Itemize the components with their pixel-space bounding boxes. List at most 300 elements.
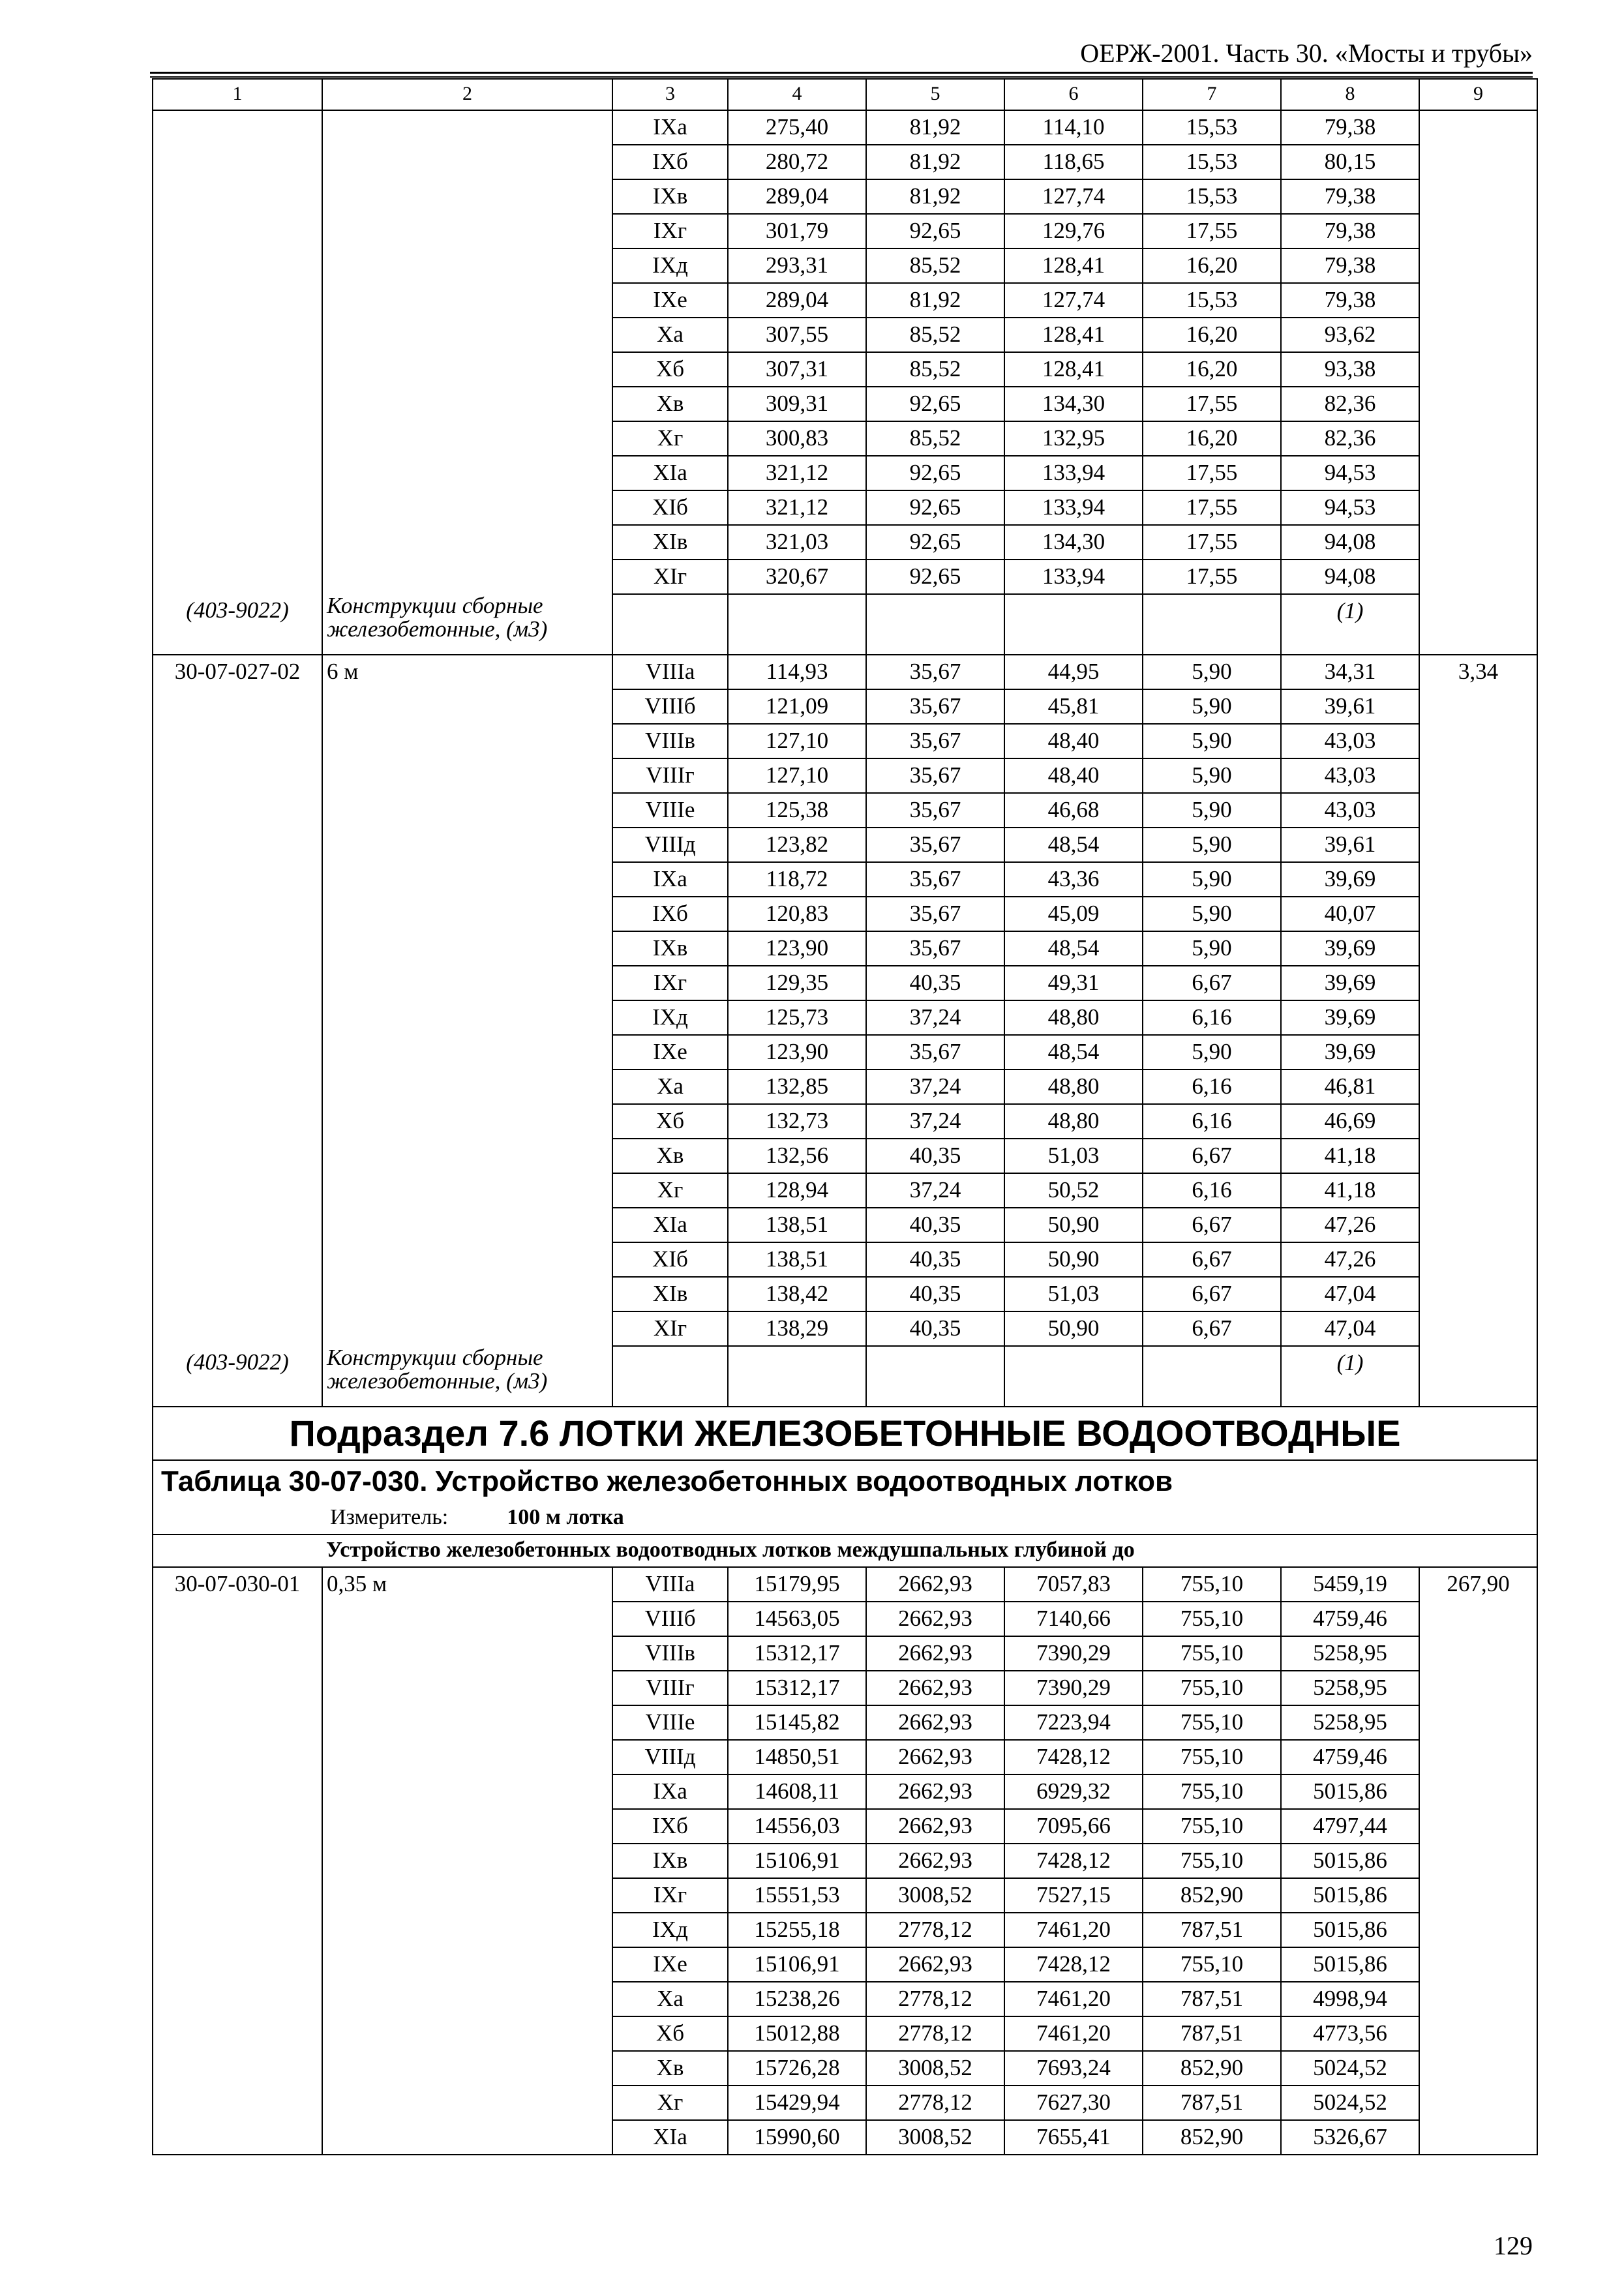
value-cell: 15238,26 bbox=[728, 1982, 866, 2016]
empty-cell bbox=[322, 560, 612, 594]
value-cell: 47,04 bbox=[1281, 1311, 1419, 1346]
value-cell: 5,90 bbox=[1143, 724, 1281, 758]
empty-cell bbox=[322, 966, 612, 1000]
zone-code: IXг bbox=[612, 214, 728, 248]
table-row bbox=[153, 1913, 1537, 1947]
empty-cell bbox=[322, 2086, 612, 2120]
value-cell: 85,52 bbox=[866, 318, 1004, 352]
empty-cell bbox=[322, 248, 612, 283]
value-cell: 133,94 bbox=[1004, 490, 1143, 525]
zone-code: VIIIе bbox=[612, 1705, 728, 1740]
value-cell: 40,35 bbox=[866, 1242, 1004, 1277]
empty-cell bbox=[1419, 525, 1537, 560]
value-cell: 17,55 bbox=[1143, 525, 1281, 560]
value-cell: 2662,93 bbox=[866, 1947, 1004, 1982]
empty-cell bbox=[322, 1947, 612, 1982]
zone-code: IXв bbox=[612, 931, 728, 966]
value-cell: 6,16 bbox=[1143, 1173, 1281, 1208]
value-cell: 17,55 bbox=[1143, 490, 1281, 525]
empty-cell bbox=[1419, 1982, 1537, 2016]
empty-cell bbox=[153, 179, 322, 214]
empty-cell bbox=[153, 1242, 322, 1277]
value-cell: 40,35 bbox=[866, 1277, 1004, 1311]
value-cell: 123,90 bbox=[728, 1035, 866, 1070]
value-cell: 14608,11 bbox=[728, 1774, 866, 1809]
value-cell: 852,90 bbox=[1143, 2120, 1281, 2155]
empty-cell bbox=[1419, 1705, 1537, 1740]
empty-cell bbox=[1419, 828, 1537, 862]
empty-cell bbox=[322, 724, 612, 758]
empty-cell bbox=[1419, 1809, 1537, 1844]
value-cell: 134,30 bbox=[1004, 525, 1143, 560]
table-row bbox=[153, 456, 1537, 490]
value-cell: 6,67 bbox=[1143, 1242, 1281, 1277]
zone-code: XIг bbox=[612, 1311, 728, 1346]
empty-cell bbox=[153, 828, 322, 862]
table-row bbox=[153, 1311, 1537, 1346]
table-row bbox=[153, 1878, 1537, 1913]
table-row bbox=[153, 283, 1537, 318]
table-row bbox=[153, 1809, 1537, 1844]
empty-cell bbox=[153, 1277, 322, 1311]
value-cell: 94,08 bbox=[1281, 560, 1419, 594]
zone-code: XIб bbox=[612, 1242, 728, 1277]
value-cell: 92,65 bbox=[866, 560, 1004, 594]
value-cell: 15255,18 bbox=[728, 1913, 866, 1947]
value-cell: 7655,41 bbox=[1004, 2120, 1143, 2155]
empty-cell bbox=[153, 248, 322, 283]
zone-code: VIIIа bbox=[612, 1567, 728, 1602]
zone-code: IXг bbox=[612, 966, 728, 1000]
empty-cell bbox=[322, 897, 612, 931]
table-row bbox=[153, 1000, 1537, 1035]
value-cell: 37,24 bbox=[866, 1000, 1004, 1035]
value-cell: 7428,12 bbox=[1004, 1740, 1143, 1774]
empty-cell bbox=[1004, 1346, 1143, 1407]
value-cell: 45,09 bbox=[1004, 897, 1143, 931]
empty-cell bbox=[1419, 110, 1537, 145]
empty-cell bbox=[322, 2120, 612, 2155]
value-cell: 48,80 bbox=[1004, 1000, 1143, 1035]
value-cell: 35,67 bbox=[866, 793, 1004, 828]
zone-code: VIIIб bbox=[612, 689, 728, 724]
empty-cell bbox=[1419, 1636, 1537, 1671]
value-cell: 128,94 bbox=[728, 1173, 866, 1208]
value-cell: 138,42 bbox=[728, 1277, 866, 1311]
empty-cell bbox=[322, 1809, 612, 1844]
value-cell: 15,53 bbox=[1143, 179, 1281, 214]
value-cell: 81,92 bbox=[866, 145, 1004, 179]
empty-cell bbox=[322, 862, 612, 897]
zone-code: IXв bbox=[612, 179, 728, 214]
zone-code: VIIIд bbox=[612, 1740, 728, 1774]
table-row bbox=[153, 1277, 1537, 1311]
empty-cell bbox=[1419, 689, 1537, 724]
value-cell: 6,16 bbox=[1143, 1070, 1281, 1104]
value-cell: 307,55 bbox=[728, 318, 866, 352]
material-description: Конструкции сборные железобетонные, (м3) bbox=[322, 594, 612, 655]
table-row bbox=[153, 110, 1537, 145]
empty-cell bbox=[1143, 1346, 1281, 1407]
value-cell: 17,55 bbox=[1143, 387, 1281, 421]
empty-cell bbox=[1419, 862, 1537, 897]
empty-cell bbox=[1419, 2051, 1537, 2086]
value-cell: 2662,93 bbox=[866, 1774, 1004, 1809]
value-cell: 129,35 bbox=[728, 966, 866, 1000]
empty-cell bbox=[153, 318, 322, 352]
table-row bbox=[153, 1070, 1537, 1104]
value-cell: 755,10 bbox=[1143, 1636, 1281, 1671]
value-cell: 37,24 bbox=[866, 1070, 1004, 1104]
empty-cell bbox=[153, 2120, 322, 2155]
value-cell: 79,38 bbox=[1281, 179, 1419, 214]
value-cell: 307,31 bbox=[728, 352, 866, 387]
table-row bbox=[153, 179, 1537, 214]
value-cell: 49,31 bbox=[1004, 966, 1143, 1000]
empty-cell bbox=[153, 1104, 322, 1139]
zone-code: IXе bbox=[612, 1947, 728, 1982]
zone-code: IXе bbox=[612, 1035, 728, 1070]
col9-value: 267,90 bbox=[1419, 1567, 1537, 1602]
value-cell: 16,20 bbox=[1143, 248, 1281, 283]
empty-cell bbox=[322, 283, 612, 318]
empty-cell bbox=[1419, 2120, 1537, 2155]
empty-cell bbox=[1419, 560, 1537, 594]
rate-code: 30-07-030-01 bbox=[153, 1567, 322, 1602]
empty-cell bbox=[322, 1878, 612, 1913]
table-row bbox=[153, 352, 1537, 387]
zone-code: VIIIб bbox=[612, 1602, 728, 1636]
value-cell: 40,35 bbox=[866, 966, 1004, 1000]
value-cell: 129,76 bbox=[1004, 214, 1143, 248]
value-cell: 81,92 bbox=[866, 110, 1004, 145]
value-cell: 128,41 bbox=[1004, 352, 1143, 387]
empty-cell bbox=[153, 110, 322, 145]
value-cell: 17,55 bbox=[1143, 456, 1281, 490]
empty-cell bbox=[1419, 1878, 1537, 1913]
value-cell: 5024,52 bbox=[1281, 2051, 1419, 2086]
empty-cell bbox=[1419, 793, 1537, 828]
material-code: (403-9022) bbox=[153, 1346, 322, 1407]
value-cell: 5015,86 bbox=[1281, 1844, 1419, 1878]
value-cell: 5,90 bbox=[1143, 931, 1281, 966]
value-cell: 2778,12 bbox=[866, 1913, 1004, 1947]
value-cell: 40,35 bbox=[866, 1139, 1004, 1173]
value-cell: 138,29 bbox=[728, 1311, 866, 1346]
value-cell: 7461,20 bbox=[1004, 1913, 1143, 1947]
value-cell: 123,82 bbox=[728, 828, 866, 862]
table-row bbox=[153, 1602, 1537, 1636]
value-cell: 46,68 bbox=[1004, 793, 1143, 828]
empty-cell bbox=[1419, 421, 1537, 456]
value-cell: 80,15 bbox=[1281, 145, 1419, 179]
value-cell: 6,67 bbox=[1143, 1139, 1281, 1173]
empty-cell bbox=[322, 2016, 612, 2051]
empty-cell bbox=[1419, 1173, 1537, 1208]
value-cell: 14563,05 bbox=[728, 1602, 866, 1636]
rate-name: 6 м bbox=[322, 655, 612, 689]
empty-cell bbox=[153, 2086, 322, 2120]
empty-cell bbox=[1419, 1208, 1537, 1242]
value-cell: 15179,95 bbox=[728, 1567, 866, 1602]
value-cell: 15312,17 bbox=[728, 1671, 866, 1705]
value-cell: 92,65 bbox=[866, 214, 1004, 248]
value-cell: 7527,15 bbox=[1004, 1878, 1143, 1913]
table-row bbox=[153, 1035, 1537, 1070]
value-cell: 6,16 bbox=[1143, 1104, 1281, 1139]
value-cell: 5,90 bbox=[1143, 897, 1281, 931]
empty-cell bbox=[1419, 352, 1537, 387]
value-cell: 50,52 bbox=[1004, 1173, 1143, 1208]
zone-code: XIв bbox=[612, 525, 728, 560]
table-row bbox=[153, 318, 1537, 352]
value-cell: 2778,12 bbox=[866, 2016, 1004, 2051]
value-cell: 5,90 bbox=[1143, 758, 1281, 793]
value-cell: 40,07 bbox=[1281, 897, 1419, 931]
empty-cell bbox=[1419, 179, 1537, 214]
empty-cell bbox=[1419, 594, 1537, 655]
value-cell: 123,90 bbox=[728, 931, 866, 966]
value-cell: 787,51 bbox=[1143, 1913, 1281, 1947]
value-cell: 93,62 bbox=[1281, 318, 1419, 352]
empty-cell bbox=[322, 828, 612, 862]
empty-cell bbox=[153, 1602, 322, 1636]
running-header: ОЕРЖ-2001. Часть 30. «Мосты и трубы» bbox=[1080, 38, 1533, 68]
measure bbox=[153, 1503, 1537, 1534]
value-cell: 755,10 bbox=[1143, 1602, 1281, 1636]
empty-cell bbox=[1419, 724, 1537, 758]
value-cell: 133,94 bbox=[1004, 456, 1143, 490]
column-number: 6 bbox=[1004, 79, 1143, 110]
value-cell: 7428,12 bbox=[1004, 1844, 1143, 1878]
empty-cell bbox=[1419, 1947, 1537, 1982]
value-cell: 39,69 bbox=[1281, 931, 1419, 966]
table-row bbox=[153, 1208, 1537, 1242]
value-cell: 7461,20 bbox=[1004, 1982, 1143, 2016]
value-cell: 4759,46 bbox=[1281, 1740, 1419, 1774]
value-cell: 7095,66 bbox=[1004, 1809, 1143, 1844]
empty-cell bbox=[322, 352, 612, 387]
zone-code: Xа bbox=[612, 318, 728, 352]
empty-cell bbox=[153, 689, 322, 724]
value-cell: 2778,12 bbox=[866, 2086, 1004, 2120]
value-cell: 7693,24 bbox=[1004, 2051, 1143, 2086]
zone-code: XIа bbox=[612, 1208, 728, 1242]
value-cell: 16,20 bbox=[1143, 421, 1281, 456]
value-cell: 37,24 bbox=[866, 1173, 1004, 1208]
column-number: 9 bbox=[1419, 79, 1537, 110]
empty-cell bbox=[1419, 490, 1537, 525]
value-cell: 82,36 bbox=[1281, 421, 1419, 456]
empty-cell bbox=[153, 560, 322, 594]
value-cell: 5258,95 bbox=[1281, 1705, 1419, 1740]
value-cell: 289,04 bbox=[728, 283, 866, 318]
value-cell: 15551,53 bbox=[728, 1878, 866, 1913]
table-body bbox=[153, 79, 1537, 2155]
value-cell: 85,52 bbox=[866, 421, 1004, 456]
table-row bbox=[153, 1104, 1537, 1139]
table-row bbox=[153, 2016, 1537, 2051]
value-cell: 15,53 bbox=[1143, 283, 1281, 318]
table-row bbox=[153, 689, 1537, 724]
value-cell: 43,36 bbox=[1004, 862, 1143, 897]
empty-cell bbox=[322, 525, 612, 560]
table-row bbox=[153, 655, 1537, 689]
value-cell: 6,16 bbox=[1143, 1000, 1281, 1035]
empty-cell bbox=[1143, 594, 1281, 655]
table-row bbox=[153, 248, 1537, 283]
table-row bbox=[153, 2120, 1537, 2155]
table-title-row bbox=[153, 1460, 1537, 1503]
value-cell: 7390,29 bbox=[1004, 1671, 1143, 1705]
empty-cell bbox=[322, 1774, 612, 1809]
empty-cell bbox=[1419, 1070, 1537, 1104]
empty-cell bbox=[1419, 1913, 1537, 1947]
value-cell: 7390,29 bbox=[1004, 1636, 1143, 1671]
value-cell: 755,10 bbox=[1143, 1844, 1281, 1878]
zone-code: VIIIв bbox=[612, 724, 728, 758]
value-cell: 35,67 bbox=[866, 655, 1004, 689]
value-cell: 15,53 bbox=[1143, 110, 1281, 145]
empty-cell bbox=[1419, 1774, 1537, 1809]
work-heading-row bbox=[153, 1534, 1537, 1567]
value-cell: 7223,94 bbox=[1004, 1705, 1143, 1740]
value-cell: 5,90 bbox=[1143, 828, 1281, 862]
value-cell: 48,54 bbox=[1004, 1035, 1143, 1070]
value-cell: 127,74 bbox=[1004, 179, 1143, 214]
zone-code: IXа bbox=[612, 110, 728, 145]
empty-cell bbox=[322, 1104, 612, 1139]
empty-cell bbox=[1004, 594, 1143, 655]
rates-table bbox=[152, 78, 1538, 2155]
column-number: 1 bbox=[153, 79, 322, 110]
value-cell: 17,55 bbox=[1143, 214, 1281, 248]
value-cell: 755,10 bbox=[1143, 1740, 1281, 1774]
value-cell: 79,38 bbox=[1281, 248, 1419, 283]
value-cell: 4797,44 bbox=[1281, 1809, 1419, 1844]
measure-row bbox=[153, 1503, 1537, 1534]
empty-cell bbox=[153, 1070, 322, 1104]
empty-cell bbox=[322, 1705, 612, 1740]
value-cell: 7428,12 bbox=[1004, 1947, 1143, 1982]
table-row bbox=[153, 1947, 1537, 1982]
material-code: (403-9022) bbox=[153, 594, 322, 655]
value-cell: 321,03 bbox=[728, 525, 866, 560]
empty-cell bbox=[1419, 1104, 1537, 1139]
material-note-row bbox=[153, 594, 1537, 655]
value-cell: 5,90 bbox=[1143, 793, 1281, 828]
empty-cell bbox=[322, 793, 612, 828]
empty-cell bbox=[153, 1947, 322, 1982]
empty-cell bbox=[153, 1740, 322, 1774]
value-cell: 2778,12 bbox=[866, 1982, 1004, 2016]
value-cell: 2662,93 bbox=[866, 1602, 1004, 1636]
value-cell: 16,20 bbox=[1143, 318, 1281, 352]
value-cell: 5015,86 bbox=[1281, 1878, 1419, 1913]
value-cell: 79,38 bbox=[1281, 214, 1419, 248]
zone-code: Xб bbox=[612, 352, 728, 387]
table-row bbox=[153, 828, 1537, 862]
empty-cell bbox=[153, 214, 322, 248]
empty-cell bbox=[322, 110, 612, 145]
subsection-title: Подраздел 7.6 ЛОТКИ ЖЕЛЕЗОБЕТОННЫЕ ВОДООТВОДНЫЕ bbox=[153, 1407, 1537, 1460]
value-cell: 132,56 bbox=[728, 1139, 866, 1173]
value-cell: 280,72 bbox=[728, 145, 866, 179]
table-row bbox=[153, 1774, 1537, 1809]
empty-cell bbox=[153, 931, 322, 966]
empty-cell bbox=[1419, 214, 1537, 248]
empty-cell bbox=[153, 1000, 322, 1035]
value-cell: 51,03 bbox=[1004, 1277, 1143, 1311]
zone-code: IXв bbox=[612, 1844, 728, 1878]
empty-cell bbox=[153, 2051, 322, 2086]
empty-cell bbox=[322, 1844, 612, 1878]
value-cell: 321,12 bbox=[728, 456, 866, 490]
column-number: 4 bbox=[728, 79, 866, 110]
value-cell: 114,10 bbox=[1004, 110, 1143, 145]
zone-code: IXа bbox=[612, 862, 728, 897]
empty-cell bbox=[322, 1913, 612, 1947]
value-cell: 15990,60 bbox=[728, 2120, 866, 2155]
zone-code: Xв bbox=[612, 2051, 728, 2086]
empty-cell bbox=[322, 1982, 612, 2016]
empty-cell bbox=[153, 352, 322, 387]
empty-cell bbox=[1419, 1035, 1537, 1070]
empty-cell bbox=[866, 1346, 1004, 1407]
column-number: 2 bbox=[322, 79, 612, 110]
empty-cell bbox=[153, 490, 322, 525]
table-row bbox=[153, 560, 1537, 594]
value-cell: 92,65 bbox=[866, 490, 1004, 525]
empty-cell bbox=[322, 145, 612, 179]
value-cell: 320,67 bbox=[728, 560, 866, 594]
zone-code: VIIIе bbox=[612, 793, 728, 828]
value-cell: 15106,91 bbox=[728, 1844, 866, 1878]
value-cell: 50,90 bbox=[1004, 1208, 1143, 1242]
value-cell: 5015,86 bbox=[1281, 1913, 1419, 1947]
empty-cell bbox=[322, 1208, 612, 1242]
zone-code: VIIIг bbox=[612, 758, 728, 793]
zone-code: Xа bbox=[612, 1070, 728, 1104]
empty-cell bbox=[322, 387, 612, 421]
value-cell: 15726,28 bbox=[728, 2051, 866, 2086]
empty-cell bbox=[1419, 2086, 1537, 2120]
empty-cell bbox=[153, 525, 322, 560]
empty-cell bbox=[153, 1636, 322, 1671]
table-row bbox=[153, 897, 1537, 931]
table-row bbox=[153, 1139, 1537, 1173]
empty-cell bbox=[153, 1982, 322, 2016]
empty-cell bbox=[153, 1139, 322, 1173]
table-row bbox=[153, 1844, 1537, 1878]
value-cell: 48,40 bbox=[1004, 724, 1143, 758]
value-cell: 41,18 bbox=[1281, 1139, 1419, 1173]
empty-cell bbox=[153, 793, 322, 828]
column-number: 5 bbox=[866, 79, 1004, 110]
table-row bbox=[153, 421, 1537, 456]
zone-code: Xг bbox=[612, 1173, 728, 1208]
empty-cell bbox=[322, 758, 612, 793]
value-cell: 47,26 bbox=[1281, 1242, 1419, 1277]
value-cell: 85,52 bbox=[866, 352, 1004, 387]
empty-cell bbox=[1419, 931, 1537, 966]
value-cell: 5,90 bbox=[1143, 1035, 1281, 1070]
value-cell: 39,69 bbox=[1281, 966, 1419, 1000]
empty-cell bbox=[322, 1000, 612, 1035]
empty-cell bbox=[1419, 1346, 1537, 1407]
empty-cell bbox=[1419, 248, 1537, 283]
rate-code: 30-07-027-02 bbox=[153, 655, 322, 689]
